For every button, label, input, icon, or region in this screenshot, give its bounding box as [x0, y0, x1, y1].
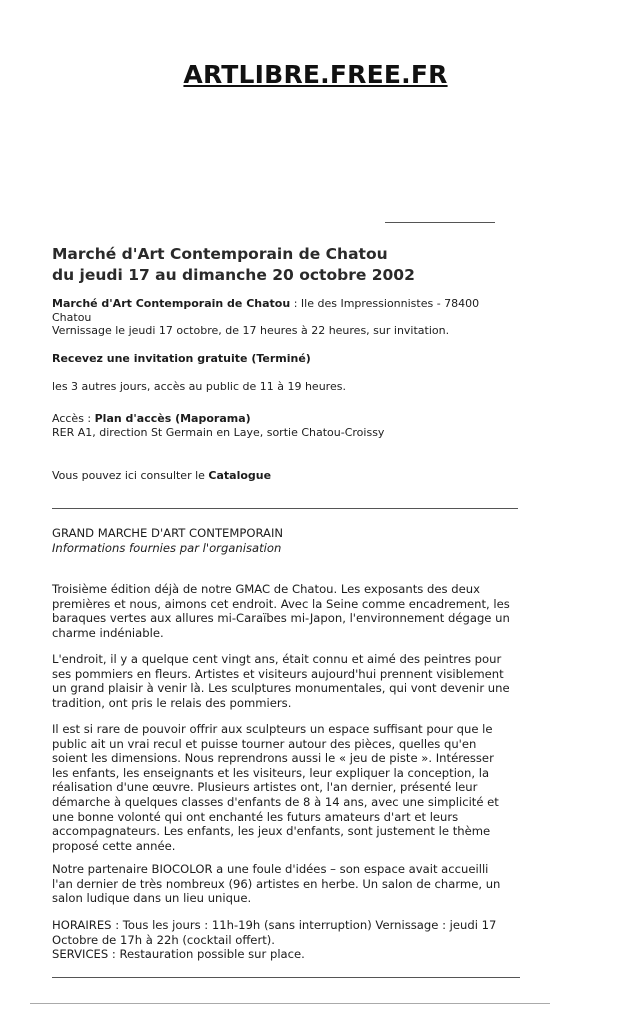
- text-line: accompagnateurs. Les enfants, les jeux d'enfants, sont justement le thème: [52, 824, 491, 839]
- catalogue-prefix: Vous pouvez ici consulter le: [52, 469, 209, 482]
- paragraph-4: [52, 862, 522, 906]
- vernissage-info: Vernissage le jeudi 17 octobre, de 17 heures à 22 heures, sur invitation.: [52, 324, 450, 337]
- access-transport: RER A1, direction St Germain en Laye, sortie Chatou-Croissy: [52, 425, 385, 439]
- access-label: Accès :: [52, 412, 95, 425]
- text-line: charme indéniable.: [52, 625, 164, 640]
- bottom-divider: [52, 977, 520, 978]
- text-line: Octobre de 17h à 22h (cocktail offert).: [52, 932, 275, 947]
- text-line: l'an dernier de très nombreux (96) artistes en herbe. Un salon de charme, un: [52, 876, 501, 891]
- catalogue-line: [52, 469, 532, 483]
- catalogue-link[interactable]: Catalogue: [208, 469, 272, 482]
- access-info: [52, 412, 532, 439]
- text-line: ses pommiers en fleurs. Artistes et visiteurs aujourd'hui prennent visiblement: [52, 666, 504, 681]
- page-edge-line: [30, 1003, 550, 1004]
- top-divider: [385, 222, 495, 223]
- venue-info: [52, 297, 532, 338]
- text-line: proposé cette année.: [52, 838, 176, 853]
- text-line: baraques vertes aux allures mi-Caraïbes mi-Japon, l'environnement dégage un: [52, 611, 510, 626]
- section-divider: [52, 508, 518, 509]
- invitation-link[interactable]: Recevez une invitation gratuite (Terminé): [52, 352, 311, 365]
- text-line: HORAIRES : Tous les jours : 11h-19h (sans interruption) Vernissage : jeudi 17: [52, 918, 497, 932]
- site-title: ARTLIBRE.FREE.FR: [183, 60, 448, 89]
- venue-city: Chatou: [52, 310, 92, 324]
- text-line: salon ludique dans un lieu unique.: [52, 891, 252, 906]
- paragraph-2: [52, 652, 522, 710]
- text-line: premières et nous, aimons cet endroit. Avec la Seine comme encadrement, les: [52, 596, 510, 611]
- text-line: démarche à quelques classes d'enfants de 8 à 14 ans, avec une simplicité et: [52, 794, 499, 809]
- public-hours: les 3 autres jours, accès au public de 11 à 19 heures.: [52, 380, 346, 393]
- section-title: GRAND MARCHE D'ART CONTEMPORAIN: [52, 526, 284, 540]
- text-line: Notre partenaire BIOCOLOR a une foule d'idées – son espace avait accueilli: [52, 862, 489, 876]
- text-line: une bonne volonté qui ont enchanté les futurs amateurs d'art et leurs: [52, 809, 459, 824]
- text-line: L'endroit, il y a quelque cent vingt ans, était connu et aimé des peintres pour: [52, 652, 502, 666]
- paragraph-3: [52, 722, 522, 853]
- text-line: les enfants, les enseignants et les visiteurs, leur expliquer la conception, la: [52, 765, 490, 780]
- page-heading: [52, 244, 415, 286]
- text-line: soient les dimensions. Nous reprendrons aussi le « jeu de piste ». Intéresser: [52, 751, 494, 766]
- section-header: [52, 526, 532, 556]
- text-line: public ait un vrai recul et puisse tourner autour des pièces, quelles qu'en: [52, 736, 477, 751]
- section-subtitle: Informations fournies par l'organisation: [52, 541, 282, 555]
- paragraph-1: [52, 582, 522, 640]
- access-map-link[interactable]: Plan d'accès (Maporama): [94, 412, 251, 425]
- venue-address: : Ile des Impressionnistes - 78400: [290, 297, 480, 310]
- heading-line-1: Marché d'Art Contemporain de Chatou: [52, 245, 388, 263]
- text-line: SERVICES : Restauration possible sur place.: [52, 947, 305, 962]
- venue-name: Marché d'Art Contemporain de Chatou: [52, 297, 291, 310]
- text-line: Troisième édition déjà de notre GMAC de Chatou. Les exposants des deux: [52, 582, 480, 596]
- paragraph-5: [52, 918, 522, 962]
- text-line: tradition, ont pris le relais des pommiers.: [52, 695, 292, 710]
- text-line: réalisation d'une œuvre. Plusieurs artistes ont, l'an dernier, présenté leur: [52, 780, 478, 795]
- text-line: un grand plaisir à venir là. Les sculptures monumentales, qui vont devenir une: [52, 681, 510, 696]
- text-line: Il est si rare de pouvoir offrir aux sculpteurs un espace suffisant pour que le: [52, 722, 493, 736]
- heading-line-2: du jeudi 17 au dimanche 20 octobre 2002: [52, 266, 415, 284]
